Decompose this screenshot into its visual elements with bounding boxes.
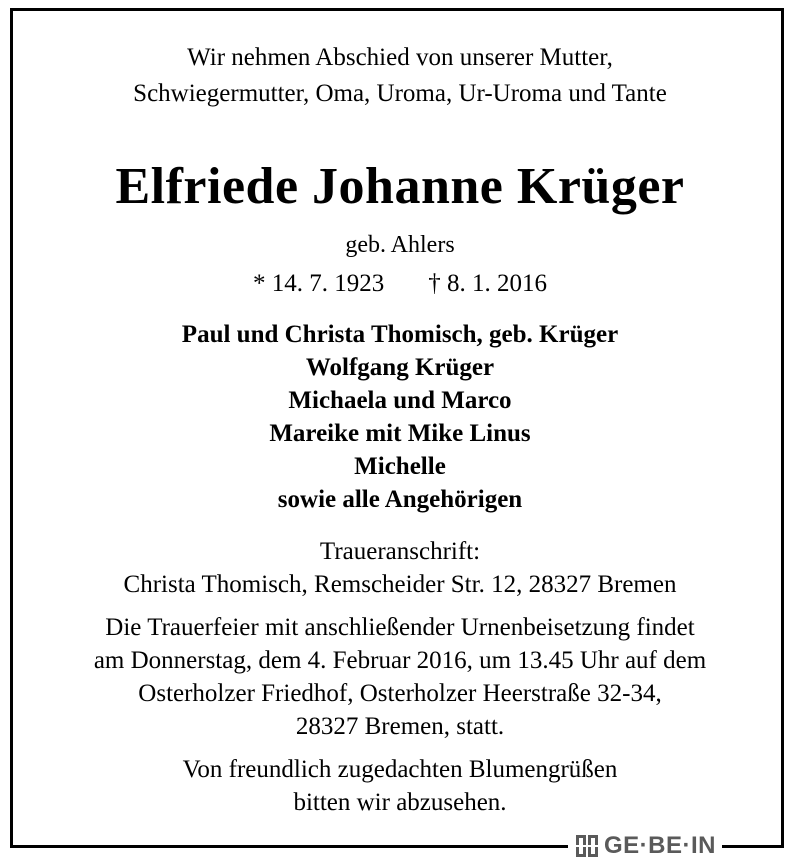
logo-mark-icon — [574, 834, 600, 858]
address-label: Traueranschrift: — [319, 538, 481, 565]
ceremony-line: 28327 Bremen, statt. — [295, 713, 505, 740]
flowers-line: bitten wir abzusehen. — [293, 789, 507, 816]
birth-name: geb. Ahlers — [345, 232, 455, 258]
address-value: Christa Thomisch, Remscheider Str. 12, 28327 Bremen — [123, 571, 677, 598]
ceremony-line: Die Trauerfeier mit anschließender Urnenbeisetzung findet — [105, 614, 695, 641]
death-date: † 8. 1. 2016 — [428, 270, 547, 297]
mourner-line: Paul und Christa Thomisch, geb. Krüger — [181, 321, 619, 348]
mourner-line: sowie alle Angehörigen — [277, 486, 523, 513]
flowers-line: Von freundlich zugedachten Blumengrüßen — [182, 756, 618, 783]
birth-date: * 14. 7. 1923 — [253, 270, 385, 297]
mourner-line: Wolfgang Krüger — [305, 354, 495, 381]
mourner-line: Mareike mit Mike Linus — [269, 420, 531, 447]
ceremony-line: am Donnerstag, dem 4. Februar 2016, um 13.45 Uhr auf dem — [93, 647, 707, 674]
deceased-name: Elfriede Johanne Krüger — [115, 158, 685, 215]
life-dates — [10, 268, 790, 300]
mourner-line: Michaela und Marco — [288, 387, 512, 414]
logo-text: GE·BE·IN — [604, 832, 716, 859]
mourner-line: Michelle — [354, 453, 446, 480]
ceremony-line: Osterholzer Friedhof, Osterholzer Heerstraße 32-34, — [138, 680, 662, 707]
intro-line-2: Schwiegermutter, Oma, Uroma, Ur-Uroma und Tante — [133, 80, 667, 107]
intro-line-1: Wir nehmen Abschied von unserer Mutter, — [187, 44, 613, 71]
gebein-logo — [568, 832, 722, 860]
